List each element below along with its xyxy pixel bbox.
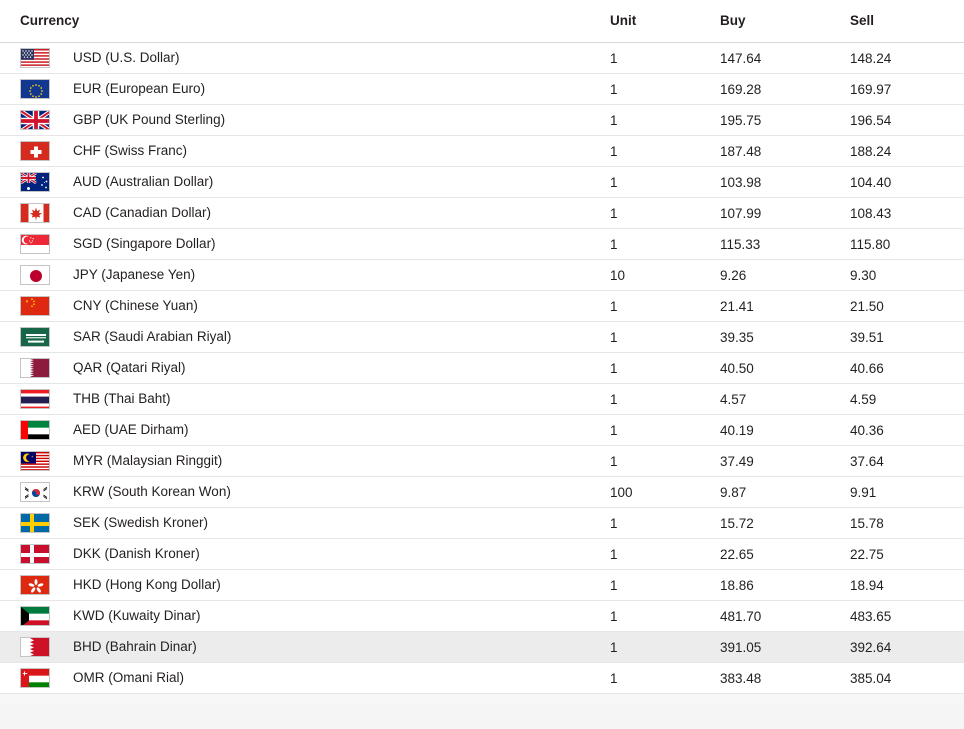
cell-sell: 9.91 [850, 477, 964, 508]
table-row [0, 508, 964, 539]
footer-band [0, 703, 964, 729]
cell-currency [0, 74, 610, 105]
table-row [0, 384, 964, 415]
table-row [0, 291, 964, 322]
column-header-buy: Buy [720, 0, 850, 43]
currency-name: CNY (Chinese Yuan) [73, 298, 198, 313]
cell-unit: 1 [610, 663, 720, 694]
cell-unit: 1 [610, 322, 720, 353]
cell-buy: 383.48 [720, 663, 850, 694]
cell-buy: 147.64 [720, 43, 850, 74]
cell-buy: 9.26 [720, 260, 850, 291]
cell-currency [0, 43, 610, 74]
cell-buy: 107.99 [720, 198, 850, 229]
cell-unit: 1 [610, 384, 720, 415]
cell-buy: 169.28 [720, 74, 850, 105]
flag-dk-icon [20, 544, 50, 564]
cell-buy: 39.35 [720, 322, 850, 353]
cell-currency [0, 291, 610, 322]
column-header-currency: Currency [0, 0, 610, 43]
table-row [0, 446, 964, 477]
cell-unit: 1 [610, 43, 720, 74]
cell-currency [0, 322, 610, 353]
currency-name: AED (UAE Dirham) [73, 422, 189, 437]
cell-unit: 1 [610, 229, 720, 260]
cell-buy: 481.70 [720, 601, 850, 632]
cell-buy: 40.19 [720, 415, 850, 446]
currency-name: SAR (Saudi Arabian Riyal) [73, 329, 232, 344]
currency-name: USD (U.S. Dollar) [73, 50, 180, 65]
cell-unit: 1 [610, 136, 720, 167]
table-row [0, 353, 964, 384]
table-row [0, 74, 964, 105]
cell-buy: 4.57 [720, 384, 850, 415]
cell-sell: 21.50 [850, 291, 964, 322]
cell-buy: 115.33 [720, 229, 850, 260]
flag-hk-icon [20, 575, 50, 595]
flag-us-icon [20, 48, 50, 68]
cell-unit: 1 [610, 446, 720, 477]
cell-currency [0, 415, 610, 446]
cell-sell: 4.59 [850, 384, 964, 415]
cell-buy: 37.49 [720, 446, 850, 477]
cell-currency [0, 198, 610, 229]
cell-unit: 100 [610, 477, 720, 508]
currency-name: CHF (Swiss Franc) [73, 143, 187, 158]
flag-my-icon [20, 451, 50, 471]
cell-sell: 385.04 [850, 663, 964, 694]
table-row [0, 477, 964, 508]
flag-gb-icon [20, 110, 50, 130]
cell-sell: 39.51 [850, 322, 964, 353]
cell-buy: 103.98 [720, 167, 850, 198]
cell-sell: 169.97 [850, 74, 964, 105]
table-row [0, 415, 964, 446]
cell-sell: 37.64 [850, 446, 964, 477]
currency-name: QAR (Qatari Riyal) [73, 360, 186, 375]
table-row [0, 105, 964, 136]
cell-currency [0, 539, 610, 570]
column-header-sell: Sell [850, 0, 964, 43]
table-row [0, 136, 964, 167]
flag-qa-icon [20, 358, 50, 378]
cell-buy: 15.72 [720, 508, 850, 539]
cell-unit: 1 [610, 353, 720, 384]
flag-jp-icon [20, 265, 50, 285]
flag-th-icon [20, 389, 50, 409]
table-row [0, 167, 964, 198]
cell-sell: 188.24 [850, 136, 964, 167]
cell-sell: 15.78 [850, 508, 964, 539]
currency-name: JPY (Japanese Yen) [73, 267, 196, 282]
cell-sell: 148.24 [850, 43, 964, 74]
currency-name: MYR (Malaysian Ringgit) [73, 453, 223, 468]
cell-unit: 1 [610, 570, 720, 601]
cell-sell: 9.30 [850, 260, 964, 291]
table-row [0, 539, 964, 570]
cell-unit: 1 [610, 74, 720, 105]
cell-currency [0, 229, 610, 260]
cell-unit: 1 [610, 508, 720, 539]
table-header-row [0, 0, 964, 43]
table-row [0, 632, 964, 663]
table-row [0, 198, 964, 229]
cell-buy: 22.65 [720, 539, 850, 570]
cell-unit: 1 [610, 415, 720, 446]
currency-name: BHD (Bahrain Dinar) [73, 639, 197, 654]
table-body [0, 43, 964, 694]
flag-ca-icon [20, 203, 50, 223]
cell-currency [0, 167, 610, 198]
table-row [0, 663, 964, 694]
cell-currency [0, 632, 610, 663]
cell-unit: 1 [610, 601, 720, 632]
flag-au-icon [20, 172, 50, 192]
currency-name: SGD (Singapore Dollar) [73, 236, 216, 251]
cell-unit: 10 [610, 260, 720, 291]
table-row [0, 260, 964, 291]
cell-sell: 115.80 [850, 229, 964, 260]
flag-se-icon [20, 513, 50, 533]
table-header [0, 0, 964, 43]
cell-currency [0, 477, 610, 508]
cell-sell: 18.94 [850, 570, 964, 601]
cell-currency [0, 601, 610, 632]
currency-name: EUR (European Euro) [73, 81, 206, 96]
cell-buy: 187.48 [720, 136, 850, 167]
cell-currency [0, 353, 610, 384]
cell-sell: 104.40 [850, 167, 964, 198]
cell-sell: 108.43 [850, 198, 964, 229]
cell-currency [0, 508, 610, 539]
cell-currency [0, 105, 610, 136]
cell-currency [0, 136, 610, 167]
cell-sell: 40.66 [850, 353, 964, 384]
cell-sell: 196.54 [850, 105, 964, 136]
cell-sell: 22.75 [850, 539, 964, 570]
currency-name: DKK (Danish Kroner) [73, 546, 200, 561]
flag-cn-icon [20, 296, 50, 316]
column-header-unit: Unit [610, 0, 720, 43]
flag-bh-icon [20, 637, 50, 657]
cell-currency [0, 446, 610, 477]
flag-kw-icon [20, 606, 50, 626]
cell-buy: 40.50 [720, 353, 850, 384]
currency-name: SEK (Swedish Kroner) [73, 515, 209, 530]
currency-name: AUD (Australian Dollar) [73, 174, 214, 189]
currency-name: OMR (Omani Rial) [73, 670, 185, 685]
cell-unit: 1 [610, 539, 720, 570]
currency-name: HKD (Hong Kong Dollar) [73, 577, 221, 592]
table-row [0, 322, 964, 353]
table-row [0, 229, 964, 260]
cell-buy: 195.75 [720, 105, 850, 136]
cell-currency [0, 260, 610, 291]
flag-ch-icon [20, 141, 50, 161]
flag-eu-icon [20, 79, 50, 99]
currency-name: CAD (Canadian Dollar) [73, 205, 212, 220]
currency-name: KRW (South Korean Won) [73, 484, 231, 499]
cell-buy: 18.86 [720, 570, 850, 601]
flag-ae-icon [20, 420, 50, 440]
cell-buy: 21.41 [720, 291, 850, 322]
cell-buy: 391.05 [720, 632, 850, 663]
flag-sa-icon [20, 327, 50, 347]
cell-currency [0, 663, 610, 694]
cell-sell: 392.64 [850, 632, 964, 663]
cell-unit: 1 [610, 632, 720, 663]
cell-unit: 1 [610, 167, 720, 198]
currency-name: KWD (Kuwaity Dinar) [73, 608, 201, 623]
cell-sell: 40.36 [850, 415, 964, 446]
cell-sell: 483.65 [850, 601, 964, 632]
cell-unit: 1 [610, 105, 720, 136]
cell-unit: 1 [610, 291, 720, 322]
table-row [0, 570, 964, 601]
table-row [0, 43, 964, 74]
currency-name: THB (Thai Baht) [73, 391, 171, 406]
table-row [0, 601, 964, 632]
currency-name: GBP (UK Pound Sterling) [73, 112, 226, 127]
flag-kr-icon [20, 482, 50, 502]
cell-buy: 9.87 [720, 477, 850, 508]
cell-currency [0, 384, 610, 415]
flag-om-icon [20, 668, 50, 688]
cell-currency [0, 570, 610, 601]
cell-unit: 1 [610, 198, 720, 229]
flag-sg-icon [20, 234, 50, 254]
